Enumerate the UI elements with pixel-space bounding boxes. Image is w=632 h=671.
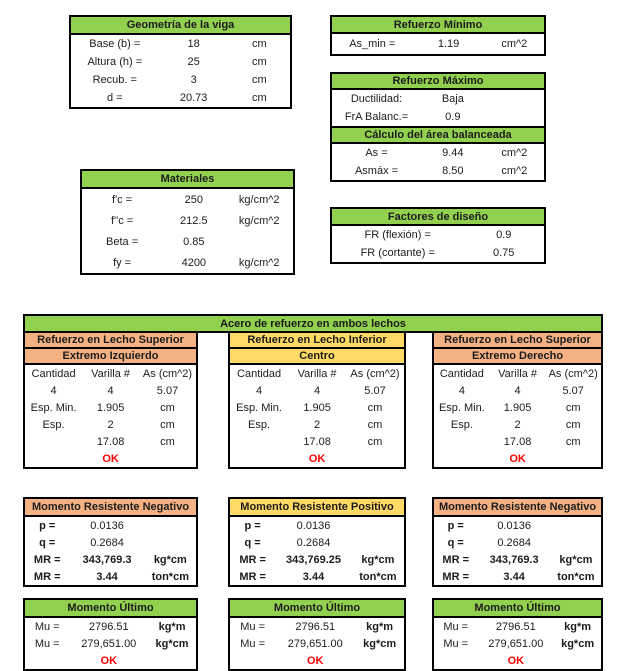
cell-value[interactable]: 1.905: [503, 401, 532, 414]
cell-value[interactable]: 0.2684: [497, 536, 531, 549]
status-row: [25, 450, 196, 467]
resistant-moment-table-center: [228, 497, 406, 587]
ultimate-moment-table-left: [23, 598, 198, 671]
cell-value[interactable]: 4: [255, 384, 263, 397]
row-label: p =: [447, 519, 464, 532]
rebar-group-right: [432, 331, 603, 469]
cell-value[interactable]: 4: [514, 384, 521, 397]
table-row: [230, 534, 404, 551]
row-label: Esp.: [42, 418, 65, 431]
max-reinforcement-title: Refuerzo Máximo: [330, 72, 546, 90]
cell-value[interactable]: 2: [514, 418, 521, 431]
table-row: [332, 90, 544, 108]
row-unit: cm^2: [501, 165, 528, 177]
row-label: p =: [244, 519, 261, 532]
cell-value[interactable]: 343,769.3: [489, 553, 539, 566]
row-label: q =: [447, 536, 464, 549]
status-badge: OK: [308, 452, 326, 465]
table-row: [25, 568, 196, 585]
resistant-moment-title: Momento Resistente Negativo: [23, 497, 198, 517]
row-label: Recub. =: [92, 74, 137, 86]
cell-value[interactable]: 8.50: [442, 165, 464, 177]
row-unit: kg*cm: [561, 637, 595, 650]
row-unit: cm: [565, 418, 581, 431]
table-row: [332, 162, 544, 180]
cell-value[interactable]: 20.73: [179, 92, 208, 104]
cell-value[interactable]: 4: [107, 384, 114, 397]
table-row: [332, 244, 544, 262]
status-row: [230, 652, 404, 669]
status-badge: OK: [507, 654, 525, 667]
resistant-moment-table-right: [432, 497, 603, 587]
cell-value[interactable]: Baja: [441, 93, 464, 105]
row-label: f'c =: [112, 193, 133, 206]
design-factors-table: [330, 207, 546, 264]
col-header: Varilla #: [498, 367, 538, 380]
table-row: [230, 382, 404, 399]
cell-value[interactable]: 4: [50, 384, 57, 397]
row-label: p =: [39, 519, 56, 532]
min-reinforcement-table: [330, 15, 546, 56]
table-row: [71, 35, 290, 53]
row-unit: kg/cm^2: [238, 214, 280, 227]
table-row: [332, 34, 544, 54]
balanced-area-title: Cálculo del área balanceada: [330, 126, 546, 144]
materials-table: [80, 169, 295, 275]
group-header: Refuerzo en Lecho Superior: [23, 331, 198, 349]
table-row: [71, 53, 290, 71]
row-unit: kg/cm^2: [238, 193, 280, 206]
group-header: Refuerzo en Lecho Inferior: [228, 331, 406, 349]
row-unit: cm: [251, 74, 267, 86]
row-label: fy =: [113, 256, 132, 269]
row-unit: cm: [160, 401, 175, 414]
table-row: [230, 399, 404, 416]
table-row: [434, 635, 601, 652]
cell-value[interactable]: 2796.51: [495, 620, 536, 633]
row-label: Esp.: [450, 418, 473, 431]
row-label: MR =: [442, 553, 469, 566]
row-label: q =: [39, 536, 56, 549]
row-label: Ductilidad:: [350, 93, 403, 105]
cell-value[interactable]: 279,651.00: [287, 637, 343, 650]
rebar-group-center: [228, 331, 406, 469]
col-header: As (cm^2): [350, 367, 400, 380]
resistant-moment-title: Momento Resistente Positivo: [228, 497, 406, 517]
table-row: [25, 635, 196, 652]
row-label: Mu =: [240, 620, 265, 633]
cell-value[interactable]: 0.2684: [90, 536, 124, 549]
row-label: FrA Balanc.=: [344, 111, 409, 123]
table-row: [434, 568, 601, 585]
table-row: [230, 551, 404, 568]
table-row: [82, 210, 293, 231]
row-label: f''c =: [110, 214, 134, 227]
cell-value[interactable]: 2: [107, 418, 114, 431]
row-unit: kg*cm: [155, 637, 189, 650]
row-label: Base (b) =: [89, 38, 141, 50]
row-unit: cm: [367, 418, 383, 431]
row-label: Mu =: [240, 637, 265, 650]
table-row: [230, 618, 404, 635]
cell-value[interactable]: 3: [190, 74, 197, 86]
rebar-group-left: [23, 331, 198, 469]
row-label: MR =: [33, 570, 61, 583]
rebar-banner: Acero de refuerzo en ambos lechos: [23, 314, 603, 333]
cell-value[interactable]: 0.2684: [296, 536, 331, 549]
cell-value[interactable]: 5.07: [562, 384, 584, 397]
cell-value[interactable]: 0.0136: [296, 519, 331, 532]
table-row: [434, 618, 601, 635]
cell-value[interactable]: 3.44: [96, 570, 118, 583]
cell-value[interactable]: 3.44: [503, 570, 525, 583]
row-label: Mu =: [34, 620, 60, 633]
column-headers: [434, 365, 601, 382]
row-unit: kg*m: [366, 620, 394, 633]
cell-value[interactable]: 1.905: [96, 401, 125, 414]
cell-value[interactable]: 25: [187, 56, 200, 68]
table-row: [82, 231, 293, 252]
table-row: [230, 416, 404, 433]
table-row: [434, 399, 601, 416]
table-row: [332, 144, 544, 162]
status-badge: OK: [102, 452, 119, 465]
design-factors-title: Factores de diseño: [330, 207, 546, 226]
cell-value[interactable]: 0.9: [496, 229, 512, 241]
table-row: [25, 517, 196, 534]
cell-value[interactable]: 18: [187, 38, 200, 50]
ultimate-moment-title: Momento Último: [432, 598, 603, 618]
column-headers: [230, 365, 404, 382]
col-header: As (cm^2): [548, 367, 598, 380]
table-row: [71, 71, 290, 89]
materials-title: Materiales: [80, 169, 295, 189]
table-row: [230, 635, 404, 652]
cell-value[interactable]: 1.19: [437, 38, 460, 50]
row-label: Beta =: [106, 235, 139, 248]
cell-value[interactable]: 279,651.00: [488, 637, 544, 650]
row-label: Mu =: [443, 620, 469, 633]
resistant-moment-table-left: [23, 497, 198, 587]
row-unit: kg*cm: [361, 553, 395, 566]
cell-value[interactable]: 250: [184, 193, 203, 206]
table-row: [434, 517, 601, 534]
row-unit: cm: [367, 435, 383, 448]
row-label: Altura (h) =: [87, 56, 143, 68]
row-unit: kg*m: [564, 620, 592, 633]
ultimate-moment-title: Momento Último: [23, 598, 198, 618]
row-label: As =: [365, 147, 388, 159]
table-row: [25, 399, 196, 416]
cell-value[interactable]: 0.0136: [90, 519, 124, 532]
table-row: [434, 382, 601, 399]
table-row: [25, 416, 196, 433]
col-header: Cantidad: [237, 367, 282, 380]
row-unit: ton*cm: [151, 570, 189, 583]
col-header: Varilla #: [297, 367, 337, 380]
status-row: [25, 652, 196, 669]
row-unit: cm: [565, 435, 581, 448]
row-label: FR (cortante) =: [360, 247, 435, 259]
cell-value[interactable]: 4: [458, 384, 465, 397]
row-unit: cm: [565, 401, 581, 414]
row-label: d =: [106, 92, 123, 104]
table-row: [25, 534, 196, 551]
table-row: [25, 618, 196, 635]
table-row: [25, 551, 196, 568]
table-row: [332, 108, 544, 126]
table-row: [434, 416, 601, 433]
table-row: [82, 189, 293, 210]
status-badge: OK: [307, 654, 324, 667]
cell-value[interactable]: 2796.51: [88, 620, 129, 633]
row-label: Esp. Min.: [438, 401, 485, 414]
row-unit: kg/cm^2: [238, 256, 280, 269]
row-unit: ton*cm: [359, 570, 397, 583]
table-row: [230, 568, 404, 585]
geometry-title: Geometría de la viga: [69, 15, 292, 35]
cell-value[interactable]: 279,651.00: [81, 637, 137, 650]
cell-value[interactable]: 1.905: [303, 401, 331, 414]
group-header: Refuerzo en Lecho Superior: [432, 331, 603, 349]
cell-value[interactable]: 2796.51: [295, 620, 336, 633]
row-unit: cm^2: [501, 147, 528, 159]
row-label: Esp.: [248, 418, 271, 431]
ultimate-moment-table-right: [432, 598, 603, 671]
col-header: Cantidad: [439, 367, 484, 380]
cell-value[interactable]: 4200: [181, 256, 207, 269]
row-label: FR (flexión) =: [364, 229, 431, 241]
cell-value[interactable]: 0.75: [493, 247, 515, 259]
cell-value[interactable]: 2: [314, 418, 321, 431]
row-label: Mu =: [34, 637, 60, 650]
group-subheader: Extremo Izquierdo: [23, 347, 198, 365]
table-row: [434, 433, 601, 450]
row-unit: cm: [251, 92, 267, 104]
cell-value[interactable]: 0.85: [183, 235, 205, 248]
table-row: [25, 382, 196, 399]
cell-value[interactable]: 3.44: [302, 570, 325, 583]
status-row: [230, 450, 404, 467]
cell-value[interactable]: 343,769.25: [285, 553, 342, 566]
status-badge: OK: [100, 654, 118, 667]
col-header: Varilla #: [91, 367, 131, 380]
cell-value[interactable]: 0.9: [445, 111, 461, 123]
row-label: MR =: [239, 553, 266, 566]
table-row: [25, 433, 196, 450]
row-unit: ton*cm: [557, 570, 595, 583]
row-label: As_min =: [349, 38, 396, 50]
row-unit: cm: [160, 418, 175, 431]
row-unit: cm: [160, 435, 175, 448]
status-badge: OK: [509, 452, 526, 465]
row-unit: kg*cm: [559, 553, 593, 566]
table-row: [434, 534, 601, 551]
row-unit: cm: [367, 401, 383, 414]
row-label: q =: [244, 536, 261, 549]
row-unit: kg*cm: [363, 637, 397, 650]
cell-value[interactable]: 4: [314, 384, 321, 397]
row-label: Asmáx =: [354, 165, 399, 177]
cell-value[interactable]: 212.5: [180, 214, 208, 227]
status-row: [434, 652, 601, 669]
table-row: [230, 517, 404, 534]
table-row: [434, 551, 601, 568]
cell-value[interactable]: 5.07: [156, 384, 179, 397]
table-row: [82, 252, 293, 273]
status-row: [434, 450, 601, 467]
cell-value[interactable]: 0.0136: [497, 519, 531, 532]
row-unit: cm: [251, 38, 267, 50]
row-label: Mu =: [443, 637, 469, 650]
cell-value[interactable]: 17.08: [503, 435, 532, 448]
row-label: MR =: [239, 570, 266, 583]
row-label: MR =: [33, 553, 61, 566]
group-subheader: Centro: [228, 347, 406, 365]
table-row: [71, 89, 290, 107]
row-unit: kg*cm: [153, 553, 187, 566]
cell-value[interactable]: 5.07: [364, 384, 386, 397]
table-row: [230, 433, 404, 450]
geometry-table: [69, 15, 292, 109]
rebar-section: [23, 314, 603, 465]
resistant-moment-title: Momento Resistente Negativo: [432, 497, 603, 517]
col-header: Cantidad: [31, 367, 76, 380]
row-unit: cm: [251, 56, 267, 68]
max-reinforcement-table: [330, 72, 546, 182]
column-headers: [25, 365, 196, 382]
cell-value[interactable]: 9.44: [442, 147, 464, 159]
row-label: Esp. Min.: [236, 401, 282, 414]
cell-value[interactable]: 343,769.3: [82, 553, 132, 566]
table-row: [332, 226, 544, 244]
cell-value[interactable]: 17.08: [303, 435, 331, 448]
row-unit: kg*m: [158, 620, 186, 633]
row-label: Esp. Min.: [30, 401, 77, 414]
col-header: As (cm^2): [142, 367, 193, 380]
row-unit: cm^2: [501, 38, 528, 50]
ultimate-moment-table-center: [228, 598, 406, 671]
cell-value[interactable]: 17.08: [96, 435, 125, 448]
row-label: MR =: [442, 570, 469, 583]
min-reinforcement-title: Refuerzo Mínimo: [330, 15, 546, 34]
ultimate-moment-title: Momento Último: [228, 598, 406, 618]
group-subheader: Extremo Derecho: [432, 347, 603, 365]
